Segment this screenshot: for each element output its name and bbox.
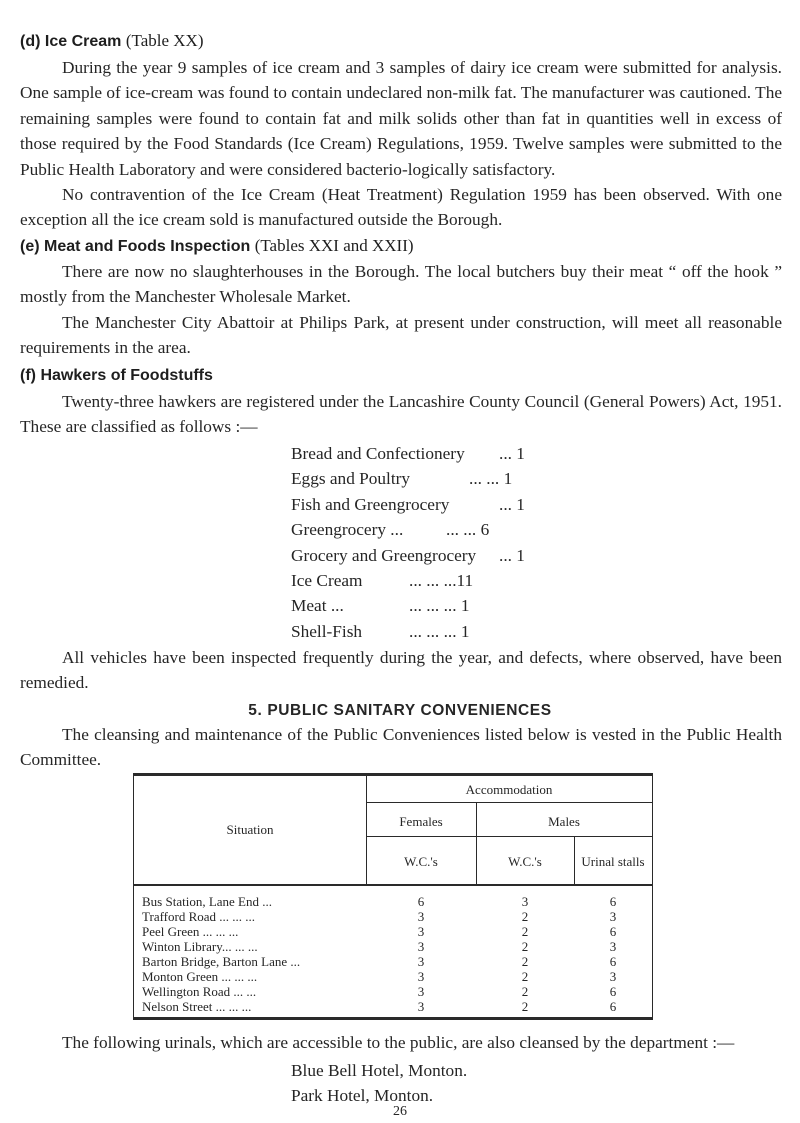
hawker-category: Shell-Fish — [291, 621, 363, 641]
row-female-wc: 3 — [417, 954, 425, 969]
section-d-letter: (d) — [20, 33, 41, 50]
row-male-wc: 2 — [521, 939, 529, 954]
row-female-wc: 6 — [417, 894, 425, 909]
row-male-wc: 2 — [521, 924, 529, 939]
table-row — [134, 969, 652, 984]
hawker-category: Bread and Confectionery — [291, 444, 465, 463]
section-f-title: Hawkers of Foodstuffs — [40, 367, 213, 384]
section-e-paragraph-1: There are now no slaughterhouses in the Borough. The local butchers buy their meat “ off the hook ” mostly from the Manchester Wholesale Market. — [20, 262, 782, 307]
row-urinal-stalls: 6 — [609, 924, 617, 939]
header-males-wc: W.C.'s — [508, 854, 542, 869]
table-row — [134, 954, 652, 969]
list-item — [291, 517, 631, 542]
hawker-list — [291, 441, 631, 644]
hawker-count: ... ... 6 — [446, 520, 490, 540]
list-item — [291, 441, 631, 466]
row-situation: Bus Station, Lane End ... — [142, 894, 272, 909]
section-d-heading — [20, 30, 203, 53]
hawker-category: Meat ... — [291, 596, 344, 616]
header-males: Males — [548, 814, 580, 829]
table-row — [134, 999, 652, 1014]
section-e-title: Meat and Foods Inspection — [44, 238, 251, 255]
header-females: Females — [399, 814, 443, 829]
table-row — [134, 939, 652, 954]
header-situation: Situation — [226, 822, 274, 837]
hawker-category: Fish and Greengrocery — [291, 494, 450, 514]
section-f-intro: Twenty-three hawkers are registered under the Lancashire County Council (General Powers) Act, 1951. These are classified as follows :— — [20, 392, 782, 437]
row-female-wc: 3 — [417, 909, 425, 924]
row-male-wc: 2 — [521, 984, 529, 999]
row-male-wc: 2 — [521, 969, 529, 984]
section-f-closing: All vehicles have been inspected frequently during the year, and defects, where observed, have been remedied. — [20, 648, 782, 693]
row-situation: Barton Bridge, Barton Lane ... — [142, 954, 301, 969]
row-situation: Winton Library... ... ... — [142, 939, 258, 954]
row-male-wc: 2 — [521, 954, 529, 969]
row-situation: Nelson Street ... ... ... — [142, 999, 252, 1014]
section-f-heading — [20, 365, 213, 387]
hawker-count: ... ... ... 1 — [409, 621, 470, 641]
header-females-wc: W.C.'s — [404, 854, 438, 869]
section-e-heading — [20, 235, 414, 258]
row-urinal-stalls: 6 — [609, 894, 617, 909]
section-d-paragraph-2: No contravention of the Ice Cream (Heat Treatment) Regulation 1959 has been observed. With one exception all the ice cream sold is manufactured outside the Borough. — [20, 185, 782, 230]
section-5-following: The following urinals, which are accessible to the public, are also cleansed by the department :— — [62, 1033, 735, 1052]
row-urinal-stalls: 3 — [609, 909, 617, 924]
hawker-count: ... ... ...11 — [409, 570, 474, 590]
section-d-title: Ice Cream — [44, 33, 122, 50]
hawker-category: Grocery and Greengrocery — [291, 545, 477, 565]
list-item — [291, 492, 631, 517]
row-female-wc: 3 — [417, 939, 425, 954]
list-item — [291, 543, 631, 568]
section-e-table-ref: (Tables XXI and XXII) — [254, 236, 414, 255]
hawker-category: Ice Cream — [291, 570, 363, 590]
row-female-wc: 3 — [417, 969, 425, 984]
hawker-category: Greengrocery ... — [291, 520, 404, 540]
section-d-table-ref: (Table XX) — [125, 31, 204, 50]
row-urinal-stalls: 3 — [609, 969, 617, 984]
list-item — [291, 568, 631, 593]
section-d-paragraph-1: During the year 9 samples of ice cream and 3 samples of dairy ice cream were submitted for analysis. One sample of ice-cream was found to contain undeclared non-milk fat. The manufacturer was cautioned. The remaining samples were found to contain fat and milk solids other than fat in quantities well in excess of those required by the Food Standards (Ice Cream) Regulations, 1959. Twelve samples were submitted to the Public Health Laboratory and were considered bacterio-logically satisfactory. — [20, 58, 782, 179]
row-female-wc: 3 — [417, 984, 425, 999]
table-row — [134, 984, 652, 999]
section-e-paragraph-2: The Manchester City Abattoir at Philips Park, at present under construction, will meet all reasonable requirements in the area. — [20, 313, 782, 358]
row-situation: Monton Green ... ... ... — [142, 969, 258, 984]
row-female-wc: 3 — [417, 924, 425, 939]
row-urinal-stalls: 6 — [609, 999, 617, 1014]
hawker-count: ... ... ... 1 — [409, 596, 470, 616]
row-urinal-stalls: 6 — [609, 954, 617, 969]
hawker-count: ... ... 1 — [469, 469, 513, 489]
list-item — [291, 466, 631, 491]
row-situation: Peel Green ... ... ... — [142, 924, 239, 939]
row-situation: Wellington Road ... ... — [142, 984, 257, 999]
hawker-count: ... 1 — [499, 545, 525, 565]
table-row — [134, 909, 652, 924]
page-number: 26 — [393, 1104, 407, 1119]
hawker-category: Eggs and Poultry — [291, 469, 411, 489]
table-row — [134, 924, 652, 939]
row-urinal-stalls: 3 — [609, 939, 617, 954]
list-item: Blue Bell Hotel, Monton. — [291, 1061, 468, 1080]
urinal-list — [291, 1058, 467, 1109]
list-item — [291, 619, 631, 644]
row-male-wc: 2 — [521, 909, 529, 924]
row-female-wc: 3 — [417, 999, 425, 1014]
list-item: Park Hotel, Monton. — [291, 1086, 434, 1106]
conveniences-table — [133, 773, 653, 1020]
header-urinal-stalls: Urinal stalls — [581, 854, 645, 869]
section-e-letter: (e) — [20, 238, 40, 255]
table-row — [134, 894, 652, 909]
header-accommodation: Accommodation — [465, 782, 553, 797]
hawker-count: ... 1 — [499, 494, 525, 514]
hawker-count: ... 1 — [499, 444, 525, 463]
row-situation: Trafford Road ... ... ... — [142, 909, 256, 924]
row-male-wc: 2 — [521, 999, 529, 1014]
row-urinal-stalls: 6 — [609, 984, 617, 999]
section-5-intro: The cleansing and maintenance of the Public Conveniences listed below is vested in the Public Health Committee. — [20, 725, 782, 770]
row-male-wc: 3 — [521, 894, 529, 909]
section-f-letter: (f) — [20, 367, 36, 384]
list-item — [291, 593, 631, 618]
section-5-heading: 5. PUBLIC SANITARY CONVENIENCES — [248, 702, 552, 719]
